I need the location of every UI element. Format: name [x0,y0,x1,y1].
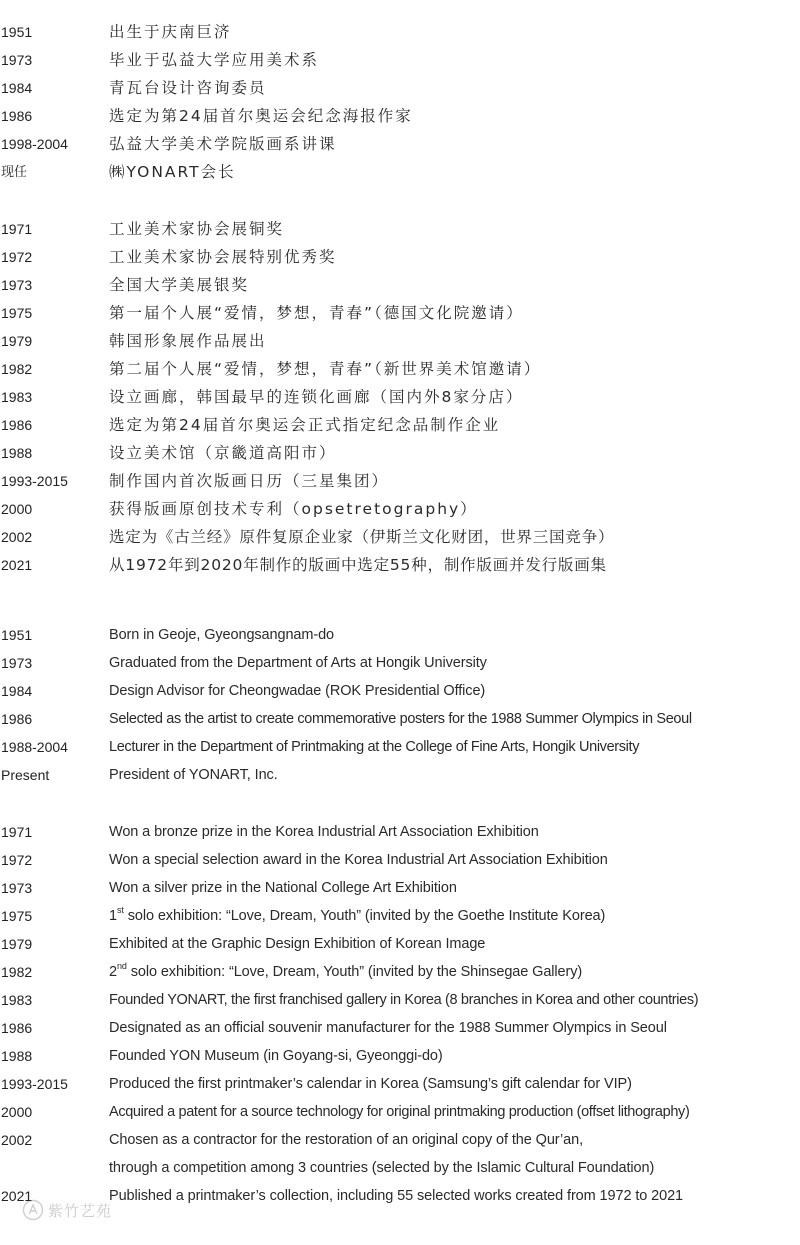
timeline-row [0,46,800,74]
timeline-row [0,874,800,902]
year-label: 1973 [1,52,33,68]
timeline-row [0,986,800,1014]
timeline-row [0,1098,800,1126]
year-label: 1951 [1,627,33,643]
entry-text: 工业美术家协会展铜奖 [109,220,285,238]
year-label: 2021 [1,1188,33,1204]
entry-text: Acquired a patent for a source technology for original printmaking production (offset lithography) [109,1104,690,1120]
timeline-row [0,846,800,874]
year-label: 1988 [1,1048,33,1064]
year-label: 2000 [1,501,33,517]
entry-text: 工业美术家协会展特别优秀奖 [109,248,337,266]
bamboo-logo-icon [22,1199,44,1221]
entry-text: Won a silver prize in the National College Art Exhibition [109,880,457,896]
timeline-row [0,1154,800,1182]
year-label: 1983 [1,389,33,405]
year-label: 2000 [1,1104,33,1120]
year-label: 现任 [1,164,28,179]
entry-text: Won a special selection award in the Korea Industrial Art Association Exhibition [109,852,608,868]
year-label: 1993-2015 [1,1076,68,1092]
entry-text: Selected as the artist to create commemorative posters for the 1988 Summer Olympics in Seoul [109,711,692,727]
year-label: 1984 [1,683,33,699]
year-label: 2002 [1,1132,33,1148]
entry-text: ㈱YONART会长 [109,163,236,181]
year-label: 1971 [1,824,33,840]
timeline-row [0,1070,800,1098]
entry-text: Chosen as a contractor for the restoration of an original copy of the Qur’an, [109,1132,584,1148]
entry-text: Born in Geoje, Gyeongsangnam-do [109,627,335,643]
watermark-text: 紫竹艺苑 [48,1201,113,1220]
year-label: Present [1,767,50,783]
entry-text: Produced the first printmaker’s calendar in Korea (Samsung’s gift calendar for VIP) [109,1076,632,1092]
year-label: 1982 [1,964,33,980]
entry-text: Founded YONART, the first franchised gallery in Korea (8 branches in Korea and other countries) [109,992,699,1008]
entry-text: 青瓦台设计咨询委员 [109,79,267,97]
entry-text: 选定为《古兰经》原件复原企业家（伊斯兰文化财团，世界三国竞争） [109,528,615,546]
entry-text-body: solo exhibition: “Love, Dream, Youth” (invited by the Goethe Institute Korea) [123,908,606,924]
timeline-row [0,1126,800,1154]
year-label: 1971 [1,221,33,237]
entry-text: 弘益大学美术学院版画系讲课 [109,135,337,153]
entry-text: 第一届个人展“爱情，梦想，青春”（德国文化院邀请） [109,304,524,322]
timeline-row [0,958,800,986]
entry-text: Published a printmaker’s collection, including 55 selected works created from 1972 to 2021 [109,1188,684,1204]
entry-text: Founded YON Museum (in Goyang-si, Gyeonggi-do) [109,1048,443,1064]
timeline-row [0,355,800,383]
timeline-row [0,818,800,846]
entry-text: Won a bronze prize in the Korea Industrial Art Association Exhibition [109,824,539,840]
ordinal-suffix: st [116,905,124,916]
entry-text-body: solo exhibition: “Love, Dream, Youth” (invited by the Shinsegae Gallery) [126,964,583,980]
entry-text: 设立美术馆（京畿道高阳市） [109,444,337,462]
timeline-row [0,327,800,355]
timeline-row [0,130,800,158]
year-label: 1982 [1,361,33,377]
year-label: 1986 [1,108,33,124]
entry-text: through a competition among 3 countries (selected by the Islamic Cultural Foundation) [109,1160,655,1176]
entry-text: 毕业于弘益大学应用美术系 [109,51,320,69]
year-label: 1979 [1,333,33,349]
timeline-row [0,243,800,271]
timeline-row [0,551,800,579]
entry-text [109,902,605,930]
timeline-row [0,733,800,761]
year-label: 1988-2004 [1,739,68,755]
year-label: 1983 [1,992,33,1008]
timeline-row [0,383,800,411]
year-label: 1988 [1,445,33,461]
timeline-row [0,1014,800,1042]
timeline-row [0,299,800,327]
timeline-row [0,930,800,958]
entry-text: Designated as an official souvenir manufacturer for the 1988 Summer Olympics in Seoul [109,1020,667,1036]
timeline-row [0,158,800,186]
entry-text: Graduated from the Department of Arts at Hongik University [109,655,487,671]
entry-text: 出生于庆南巨济 [109,23,232,41]
timeline-row [0,215,800,243]
year-label: 1986 [1,711,33,727]
timeline-row [0,74,800,102]
watermark [22,1196,142,1224]
year-label: 1973 [1,880,33,896]
entry-text: 选定为第24届首尔奥运会纪念海报作家 [109,107,413,125]
year-label: 1979 [1,936,33,952]
year-label: 1984 [1,80,33,96]
year-label: 1993-2015 [1,473,68,489]
entry-text: 全国大学美展银奖 [109,276,250,294]
year-label: 1986 [1,417,33,433]
timeline-row [0,705,800,733]
entry-text: 韩国形象展作品展出 [109,332,267,350]
year-label: 1973 [1,655,33,671]
entry-text: 第二届个人展“爱情，梦想，青春”（新世界美术馆邀请） [109,360,542,378]
year-label: 2002 [1,529,33,545]
year-label: 1973 [1,277,33,293]
timeline-row [0,271,800,299]
entry-text: Exhibited at the Graphic Design Exhibition of Korean Image [109,936,486,952]
timeline-row [0,523,800,551]
entry-text: 选定为第24届首尔奥运会正式指定纪念品制作企业 [109,416,501,434]
year-label: 1972 [1,852,33,868]
year-label: 1986 [1,1020,33,1036]
year-label: 1998-2004 [1,136,68,152]
entry-text: Design Advisor for Cheongwadae (ROK Presidential Office) [109,683,486,699]
year-label: 1975 [1,908,33,924]
year-label: 2021 [1,557,33,573]
year-label: 1975 [1,305,33,321]
timeline-row [0,761,800,789]
entry-text: 从1972年到2020年制作的版画中选定55种，制作版画并发行版画集 [109,556,607,574]
ordinal-number: 1 [109,908,117,924]
timeline-row [0,411,800,439]
timeline-row [0,467,800,495]
year-label: 1951 [1,24,33,40]
timeline-row [0,439,800,467]
timeline-row [0,1042,800,1070]
timeline-row [0,18,800,46]
timeline-row [0,495,800,523]
entry-text: President of YONART, Inc. [109,767,278,783]
entry-text: Lecturer in the Department of Printmaking at the College of Fine Arts, Hongik University [109,739,640,755]
entry-text: 制作国内首次版画日历（三星集团） [109,472,390,490]
timeline-row [0,621,800,649]
timeline-row [0,649,800,677]
entry-text [109,958,582,986]
timeline-row [0,902,800,930]
year-label: 1972 [1,249,33,265]
ordinal-number: 2 [109,964,117,980]
timeline-row [0,677,800,705]
timeline-row [0,102,800,130]
ordinal-suffix: nd [116,961,127,972]
entry-text: 获得版画原创技术专利（opsetretography） [109,500,478,518]
entry-text: 设立画廊，韩国最早的连锁化画廊（国内外8家分店） [109,388,524,406]
